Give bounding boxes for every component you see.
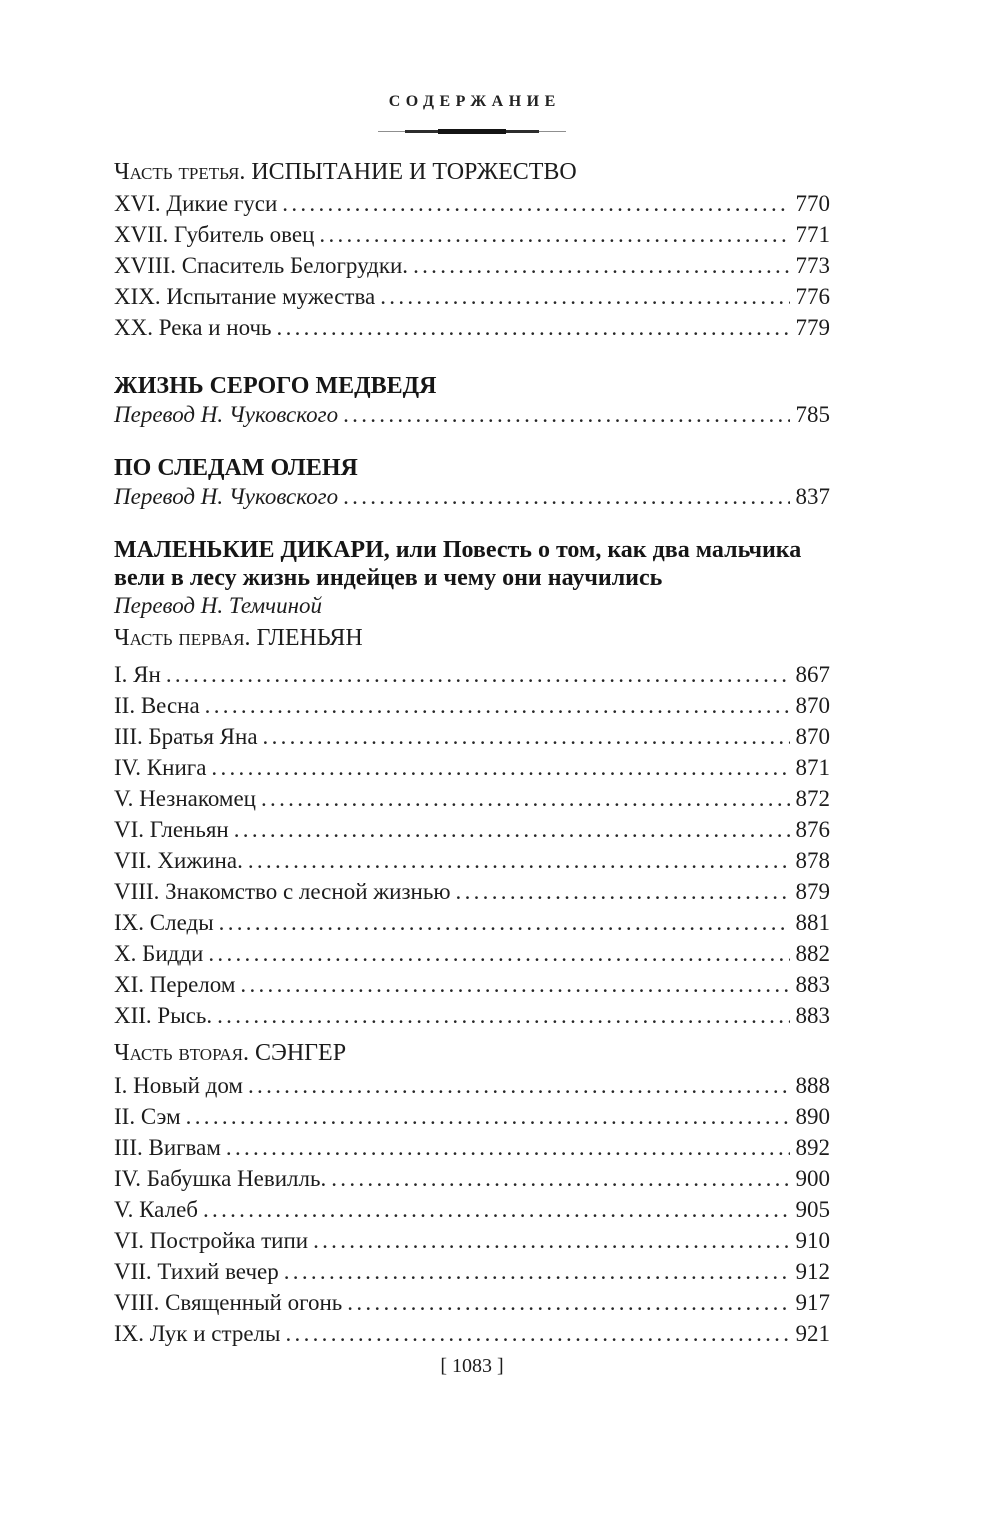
part-three-entries — [114, 188, 830, 343]
toc-entry-page: 883 — [795, 1003, 830, 1028]
book-section-deer — [114, 454, 830, 512]
toc-entry-label: XX. Река и ночь — [114, 315, 272, 340]
toc-entry — [114, 1194, 830, 1225]
toc-entry-label: VII. Хижина. — [114, 848, 243, 873]
book-title: ПО СЛЕДАМ ОЛЕНЯ — [114, 455, 358, 481]
toc-entry-page: 888 — [795, 1073, 830, 1098]
toc-entry-page: 883 — [795, 972, 830, 997]
dot-leader — [343, 482, 789, 512]
toc-entry — [114, 1132, 830, 1163]
dot-leader — [343, 400, 789, 430]
part-three-heading — [114, 157, 830, 188]
folio-page-number: [ 1083 ] — [440, 1355, 504, 1377]
part-one-entries — [114, 659, 830, 1031]
toc-entry-page: 910 — [795, 1228, 830, 1253]
dot-leader — [277, 312, 790, 343]
part-two-title: СЭНГЕР — [254, 1040, 347, 1066]
part-one-title: ГЛЕНЬЯН — [256, 625, 363, 651]
toc-entry — [114, 1163, 830, 1194]
toc-entry-label: IX. Лук и стрелы — [114, 1321, 281, 1346]
dot-leader — [261, 783, 790, 814]
toc-entry-page: 776 — [795, 284, 830, 309]
dot-leader — [205, 690, 790, 721]
part-two-heading — [114, 1038, 830, 1069]
toc-entry — [114, 938, 830, 969]
toc-entry-page: 881 — [795, 910, 830, 935]
toc-entry-label: XII. Рысь. — [114, 1003, 213, 1028]
part-three-label: Часть третья. — [114, 159, 246, 185]
dot-leader — [203, 1194, 790, 1225]
toc-entry-label: XVII. Губитель овец — [114, 222, 315, 247]
page-title: СОДЕРЖАНИЕ — [388, 93, 561, 110]
toc-entry — [114, 845, 830, 876]
toc-entry-page: 870 — [795, 724, 830, 749]
toc-entry-page: 878 — [795, 848, 830, 873]
book-title: МАЛЕНЬКИЕ ДИКАРИ, или Повесть о том, как два мальчика вели в лесу жизнь индейцев и чему они научились — [114, 537, 802, 591]
toc-entry-page: 837 — [795, 484, 830, 509]
toc-entry-page: 779 — [795, 315, 830, 340]
dot-leader — [284, 1256, 790, 1287]
toc-entry-label: VII. Тихий вечер — [114, 1259, 279, 1284]
toc-entry-page: 879 — [795, 879, 830, 904]
dot-leader — [219, 907, 790, 938]
dot-leader — [248, 845, 790, 876]
toc-entry — [114, 752, 830, 783]
toc-entry-label: V. Калеб — [114, 1197, 198, 1222]
dot-leader — [166, 659, 790, 690]
toc-entry-page: 871 — [795, 755, 830, 780]
toc-entry-page: 872 — [795, 786, 830, 811]
toc-entry — [114, 1070, 830, 1101]
dot-leader — [226, 1132, 790, 1163]
toc-entry-label: III. Братья Яна — [114, 724, 258, 749]
dot-leader — [217, 1000, 789, 1031]
book-title: ЖИЗНЬ СЕРОГО МЕДВЕДЯ — [114, 373, 437, 399]
dot-leader — [234, 814, 790, 845]
toc-entry-page: 773 — [795, 253, 830, 278]
toc-entry-label: IX. Следы — [114, 910, 214, 935]
toc-entry — [114, 721, 830, 752]
toc-entry — [114, 907, 830, 938]
toc-entry — [114, 1000, 830, 1031]
translator-label: Перевод Н. Чуковского — [114, 402, 339, 427]
toc-entry-page: 921 — [795, 1321, 830, 1346]
toc-entry-page: 890 — [795, 1104, 830, 1129]
toc-entry — [114, 1318, 830, 1349]
toc-entry-label: II. Сэм — [114, 1104, 181, 1129]
toc-entry-page: 917 — [795, 1290, 830, 1315]
toc-entry-label: VIII. Священный огонь — [114, 1290, 343, 1315]
toc-entry — [114, 659, 830, 690]
dot-leader — [313, 1225, 789, 1256]
toc-entry — [114, 188, 830, 219]
toc-entry-page: 892 — [795, 1135, 830, 1160]
toc-entry-label: XVI. Дикие гуси — [114, 191, 278, 216]
translator-row — [114, 482, 830, 512]
dot-leader — [186, 1101, 790, 1132]
book-section-grizzly — [114, 372, 830, 430]
toc-entry-label: XVIII. Спаситель Белогрудки. — [114, 253, 409, 278]
dot-leader — [285, 1318, 789, 1349]
dot-leader — [319, 219, 789, 250]
toc-entry-page: 905 — [795, 1197, 830, 1222]
toc-entry-label: VI. Постройка типи — [114, 1228, 309, 1253]
toc-entry-label: XIX. Испытание мужества — [114, 284, 376, 309]
toc-entry — [114, 690, 830, 721]
toc-entry-page: 771 — [795, 222, 830, 247]
toc-entry-label: V. Незнакомец — [114, 786, 256, 811]
book-contents-page — [114, 0, 830, 1517]
decorative-divider — [378, 129, 566, 134]
toc-entry — [114, 876, 830, 907]
dot-leader — [248, 1070, 790, 1101]
part-one-label: Часть первая. — [114, 625, 251, 651]
translator-row — [114, 400, 830, 430]
part-one-heading — [114, 623, 830, 654]
toc-entry-page: 770 — [795, 191, 830, 216]
toc-entry-page: 785 — [795, 402, 830, 427]
dot-leader — [240, 969, 789, 1000]
toc-entry — [114, 1101, 830, 1132]
toc-entry — [114, 281, 830, 312]
toc-entry — [114, 312, 830, 343]
part-three-title: ИСПЫТАНИЕ И ТОРЖЕСТВО — [251, 159, 577, 185]
toc-entry — [114, 250, 830, 281]
dot-leader — [211, 752, 789, 783]
toc-entry — [114, 1225, 830, 1256]
toc-entry-label: VIII. Знакомство с лесной жизнью — [114, 879, 451, 904]
dot-leader — [413, 250, 789, 281]
toc-entry-label: I. Ян — [114, 662, 161, 687]
dot-leader — [380, 281, 789, 312]
toc-entry — [114, 219, 830, 250]
toc-entry-label: X. Бидди — [114, 941, 204, 966]
toc-entry — [114, 1256, 830, 1287]
toc-entry-label: III. Вигвам — [114, 1135, 221, 1160]
dot-leader — [456, 876, 790, 907]
toc-entry-page: 900 — [795, 1166, 830, 1191]
translator-label: Перевод Н. Чуковского — [114, 484, 339, 509]
part-two-label: Часть вторая. — [114, 1040, 249, 1066]
toc-entry — [114, 1287, 830, 1318]
toc-entry-label: II. Весна — [114, 693, 200, 718]
toc-entry-page: 912 — [795, 1259, 830, 1284]
toc-entry — [114, 783, 830, 814]
toc-entry-page: 882 — [795, 941, 830, 966]
toc-entry-label: I. Новый дом — [114, 1073, 243, 1098]
dot-leader — [208, 938, 789, 969]
toc-entry — [114, 814, 830, 845]
translator-row: Перевод Н. Темчиной — [114, 593, 323, 618]
part-two-entries — [114, 1070, 830, 1349]
toc-entry-page: 870 — [795, 693, 830, 718]
book-section-savages — [114, 536, 830, 619]
toc-entry-label: IV. Бабушка Невилль. — [114, 1166, 327, 1191]
toc-entry-label: VI. Гленьян — [114, 817, 229, 842]
dot-leader — [263, 721, 790, 752]
dot-leader — [347, 1287, 789, 1318]
toc-entry — [114, 969, 830, 1000]
toc-entry-label: IV. Книга — [114, 755, 207, 780]
divider-center-line — [438, 129, 506, 134]
dot-leader — [282, 188, 789, 219]
toc-entry-page: 867 — [795, 662, 830, 687]
toc-entry-label: XI. Перелом — [114, 972, 236, 997]
toc-entry-page: 876 — [795, 817, 830, 842]
dot-leader — [331, 1163, 789, 1194]
